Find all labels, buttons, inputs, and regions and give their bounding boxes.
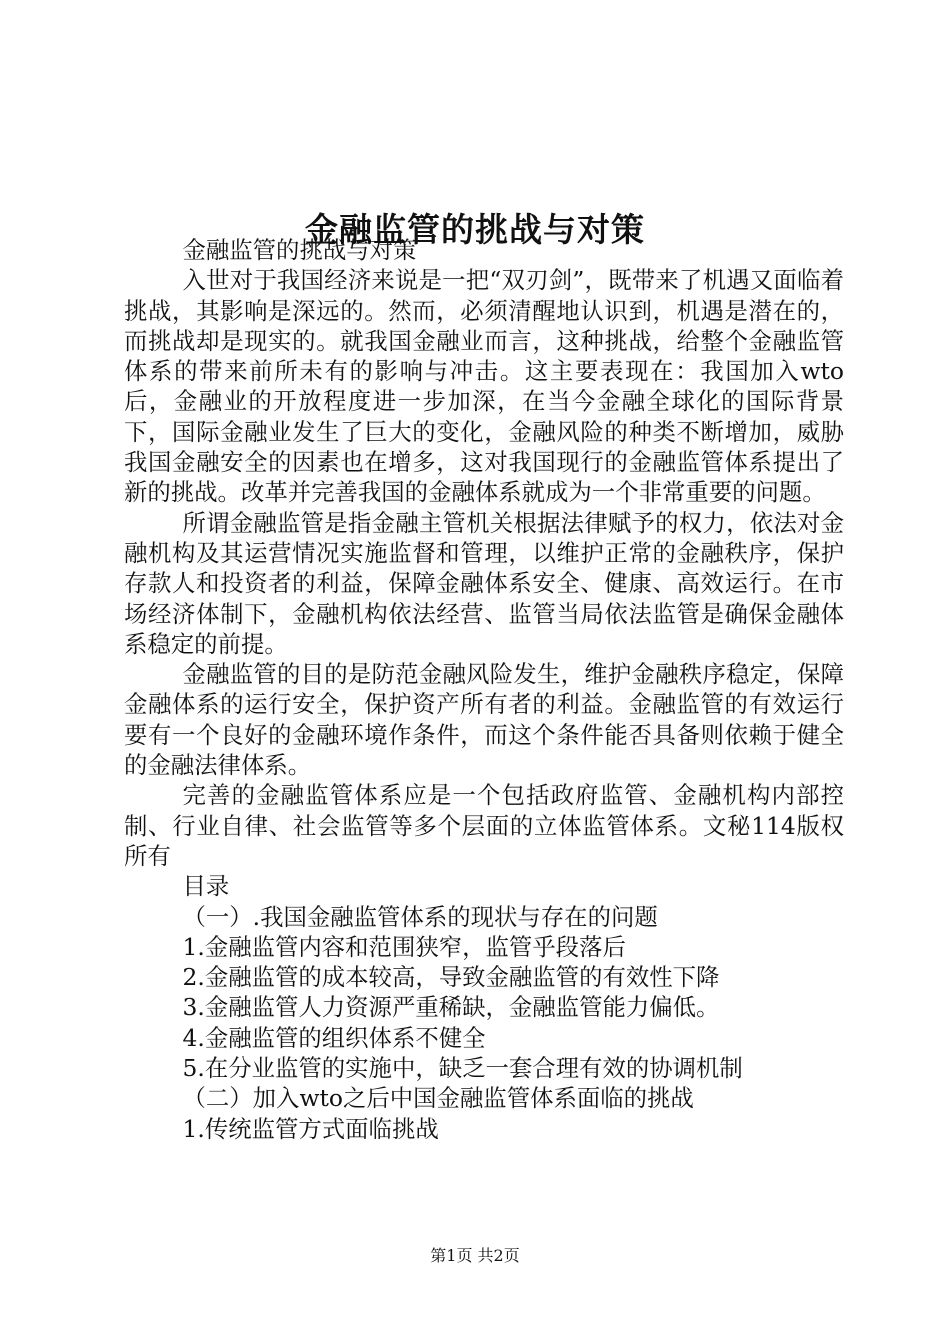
toc-item: 1.传统监管方式面临挑战 [182,1114,439,1143]
toc-item: （二）加入wto之后中国金融监管体系面临的挑战 [182,1084,694,1113]
body-paragraph: 所谓金融监管是指金融主管机关根据法律赋予的权力，依法对金融机构及其运营情况实施监督和管理，以维护正常的金融秩序，保护存款人和投资者的利益，保障金融体系安全、健康、高效运行。在市场经济体制下，金融机构依法经营、监管当局依法监管是确保金融体系稳定的前提。 [124,508,844,658]
body-paragraph: 入世对于我国经济来说是一把“双刃剑”，既带来了机遇又面临着挑战，其影响是深远的。然而，必须清醒地认识到，机遇是潜在的，而挑战却是现实的。就我国金融业而言，这种挑战，给整个金融监管体系的带来前所未有的影响与冲击。这主要表现在：我国加入wto后，金融业的开放程度进一步加深，在当今金融全球化的国际背景下，国际金融业发生了巨大的变化，金融风险的种类不断增加，威胁我国金融安全的因素也在增多，这对我国现行的金融监管体系提出了新的挑战。改革并完善我国的金融体系就成为一个非常重要的问题。 [124,266,844,507]
toc-item: （一）.我国金融监管体系的现状与存在的问题 [182,902,658,931]
document-body [124,235,844,1144]
document-subtitle: 金融监管的挑战与对策 [182,236,417,264]
document-title: 金融监管的挑战与对策 [305,210,645,250]
toc-item: 2.金融监管的成本较高，导致金融监管的有效性下降 [182,963,720,992]
toc-item: 4.金融监管的组织体系不健全 [182,1023,486,1052]
page-number-footer: 第1页 共2页 [430,1246,520,1265]
toc-item: 3.金融监管人力资源严重稀缺，金融监管能力偏低。 [182,993,720,1022]
body-paragraph: 金融监管的目的是防范金融风险发生，维护金融秩序稳定，保障金融体系的运行安全，保护资产所有者的利益。金融监管的有效运行要有一个良好的金融环境作条件，而这个条件能否具备则依赖于健全的金融法律体系。 [124,660,844,780]
body-paragraph: 完善的金融监管体系应是一个包括政府监管、金融机构内部控制、行业自律、社会监管等多个层面的立体监管体系。文秘114版权所有 [124,781,844,870]
toc-item: 1.金融监管内容和范围狭窄，监管乎段落后 [182,932,626,961]
toc-heading: 目录 [182,872,230,901]
toc-item: 5.在分业监管的实施中，缺乏一套合理有效的协调机制 [182,1054,743,1083]
